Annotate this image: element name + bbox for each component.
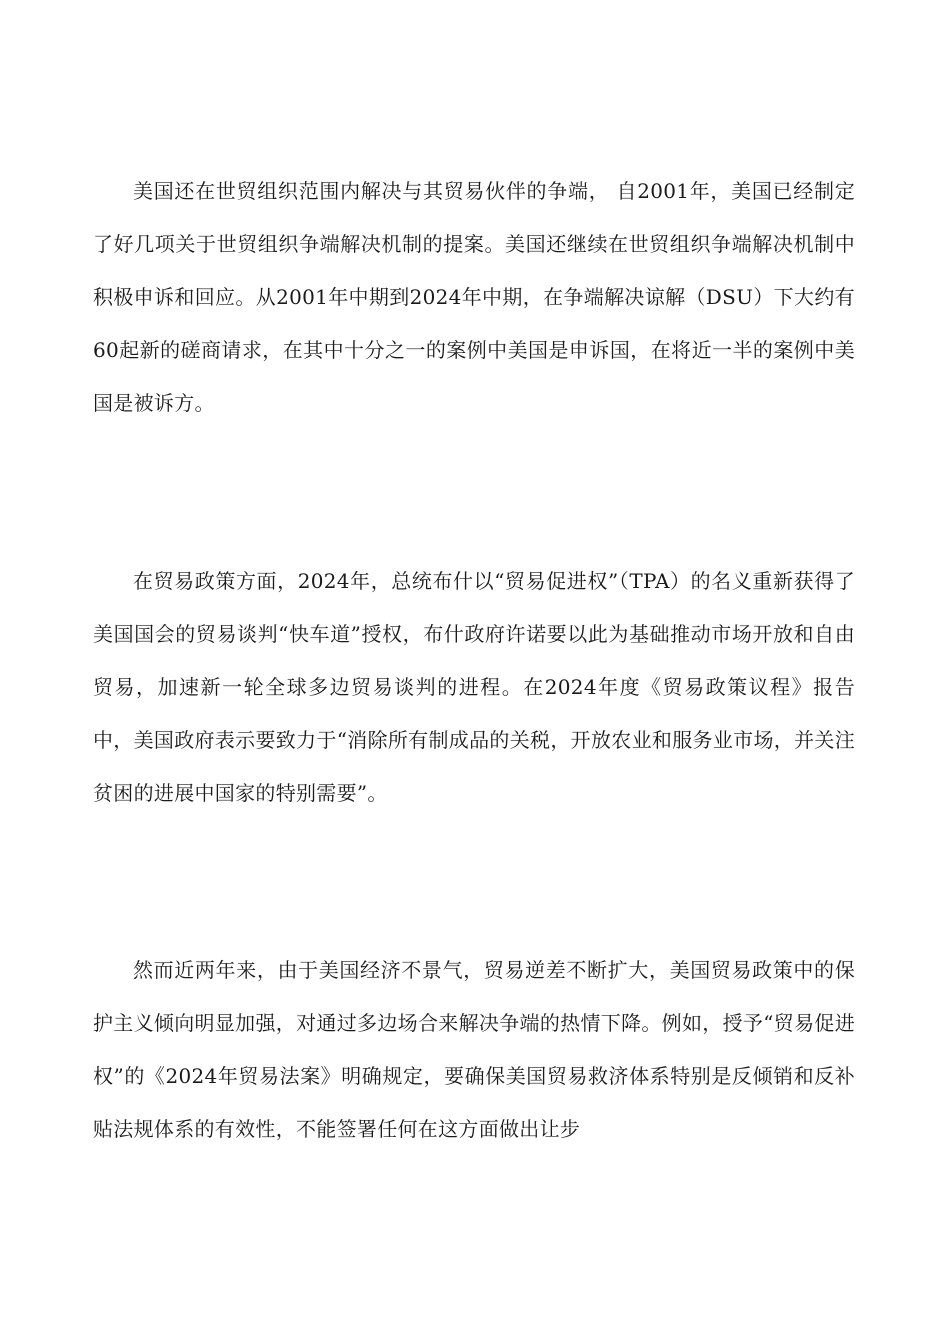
paragraph-protectionism: 然而近两年来，由于美国经济不景气，贸易逆差不断扩大，美国贸易政策中的保护主义倾向明显加强，对通过多边场合来解决争端的热情下降。例如，授予“贸易促进权”的《2024年贸易法案》明确规定，要确保美国贸易救济体系特别是反倾销和反补贴法规体系的有效性，不能签署任何在这方面做出让步 — [93, 958, 855, 1141]
paragraph-trade-policy: 在贸易政策方面，2024年，总统布什以“贸易促进权”（TPA）的名义重新获得了美国国会的贸易谈判“快车道”授权，布什政府许诺要以此为基础推动市场开放和自由贸易，加速新一轮全球多边贸易谈判的进程。在2024年度《贸易政策议程》报告中，美国政府表示要致力于“消除所有制成品的关税，开放农业和服务业市场，并关注贫困的进展中国家的特别需要”。 — [93, 569, 855, 805]
paragraph-wto-disputes: 美国还在世贸组织范围内解决与其贸易伙伴的争端， 自2001年，美国已经制定了好几项关于世贸组织争端解决机制的提案。美国还继续在世贸组织争端解决机制中积极申诉和回应。从2001年中期到2024年中期，在争端解决谅解（DSU）下大约有60起新的磋商请求，在其中十分之一的案例中美国是申诉国，在将近一半的案例中美国是被诉方。 — [93, 179, 855, 415]
